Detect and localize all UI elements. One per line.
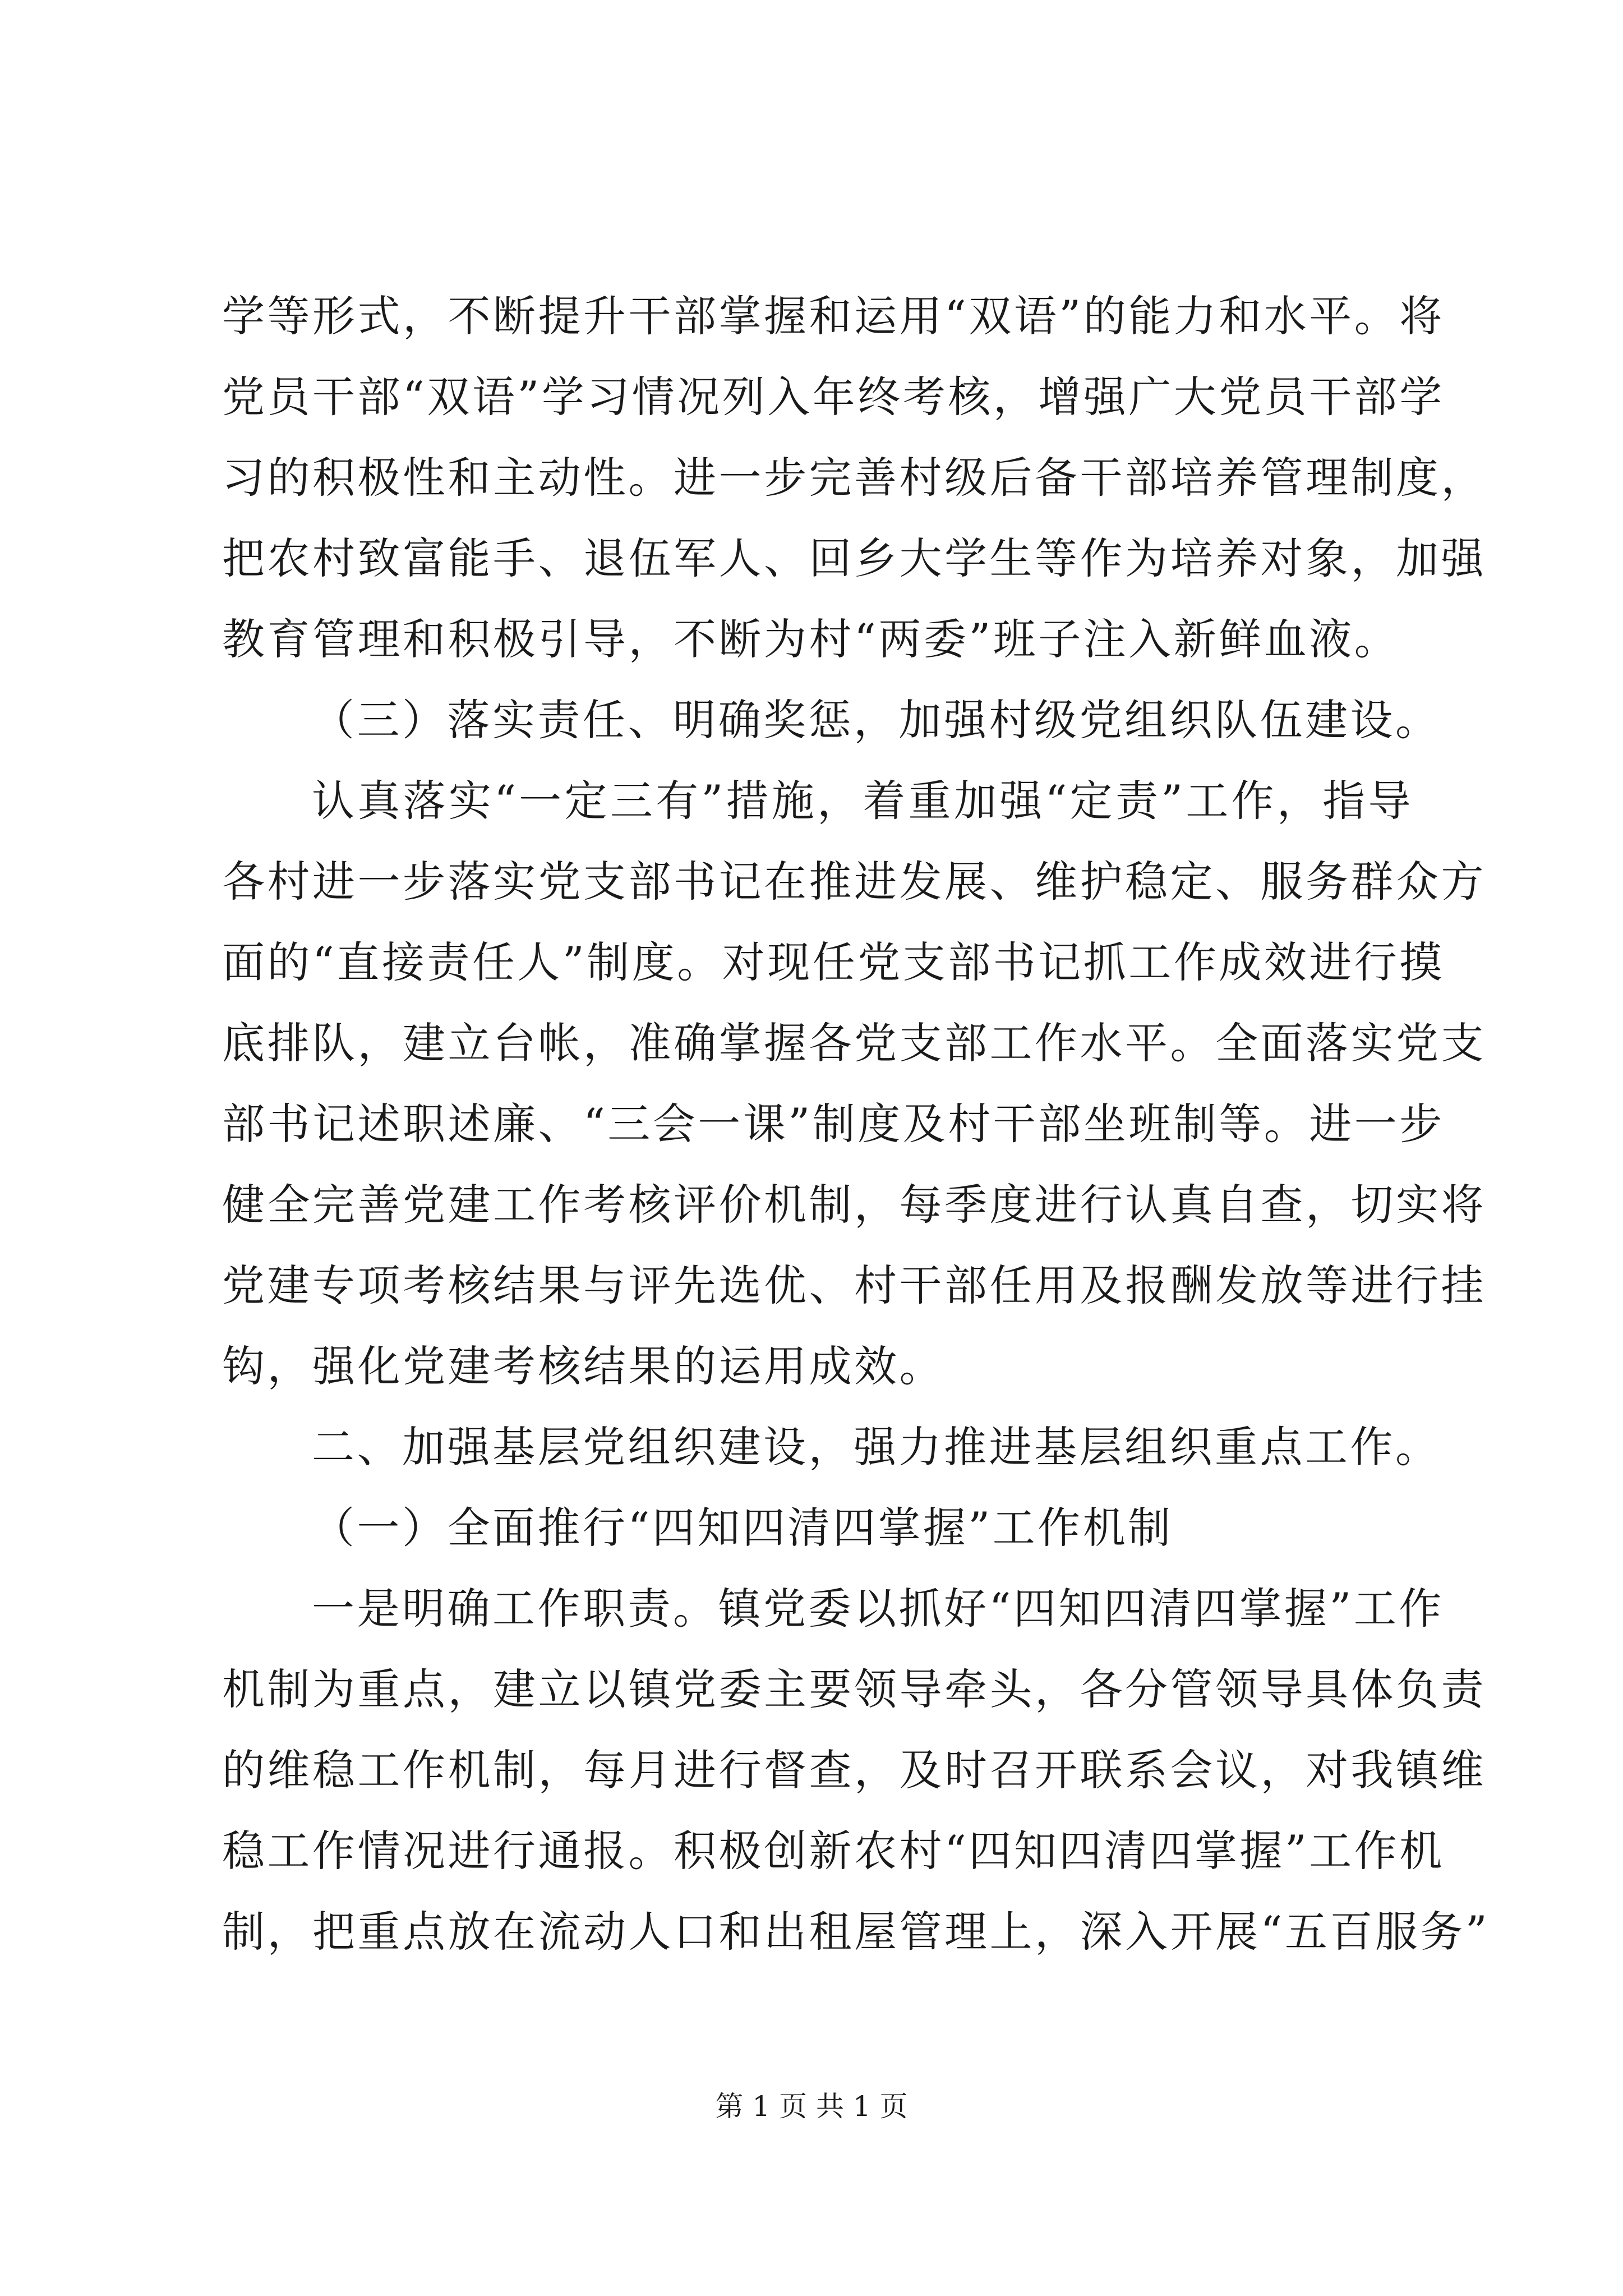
text-line: 制，把重点放在流动人口和出租屋管理上，深入开展“五百服务” <box>222 1907 1490 1957</box>
section-heading: （三）落实责任、明确奖惩，加强村级党组织队伍建设。 <box>312 695 1441 745</box>
text-line: 各村进一步落实党支部书记在推进发展、维护稳定、服务群众方 <box>222 857 1486 907</box>
text-line: 党员干部“双语”学习情况列入年终考核，增强广大党员干部学 <box>222 372 1445 422</box>
text-line: 健全完善党建工作考核评价机制，每季度进行认真自查，切实将 <box>222 1180 1486 1230</box>
text-line: 把农村致富能手、退伍军人、回乡大学生等作为培养对象，加强 <box>222 533 1486 583</box>
paragraph-first-line: 一是明确工作职责。镇党委以抓好“四知四清四掌握”工作 <box>312 1584 1444 1634</box>
section-heading: （一）全面推行“四知四清四掌握”工作机制 <box>312 1503 1173 1553</box>
text-line: 稳工作情况进行通报。积极创新农村“四知四清四掌握”工作机 <box>222 1826 1445 1876</box>
page-footer: 第 1 页 共 1 页 <box>715 2090 908 2123</box>
text-line: 党建专项考核结果与评先选优、村干部任用及报酬发放等进行挂 <box>222 1260 1486 1310</box>
paragraph-first-line: 认真落实“一定三有”措施，着重加强“定责”工作，指导 <box>312 776 1413 826</box>
text-line: 部书记述职述廉、“三会一课”制度及村干部坐班制等。进一步 <box>222 1099 1445 1149</box>
text-line: 的维稳工作机制，每月进行督查，及时召开联系会议，对我镇维 <box>222 1745 1486 1795</box>
text-line: 钩，强化党建考核结果的运用成效。 <box>222 1341 944 1391</box>
section-heading: 二、加强基层党组织建设，强力推进基层组织重点工作。 <box>312 1422 1441 1472</box>
body-text <box>222 276 1490 1972</box>
text-line: 教育管理和积极引导，不断为村“两委”班子注入新鲜血液。 <box>222 614 1400 664</box>
text-line: 面的“直接责任人”制度。对现任党支部书记抓工作成效进行摸 <box>222 937 1445 987</box>
text-line: 机制为重点，建立以镇党委主要领导牵头，各分管领导具体负责 <box>222 1664 1486 1714</box>
text-line: 底排队，建立台帐，准确掌握各党支部工作水平。全面落实党支 <box>222 1018 1486 1068</box>
text-line: 学等形式，不断提升干部掌握和运用“双语”的能力和水平。将 <box>222 291 1445 341</box>
text-line: 习的积极性和主动性。进一步完善村级后备干部培养管理制度， <box>222 453 1486 503</box>
